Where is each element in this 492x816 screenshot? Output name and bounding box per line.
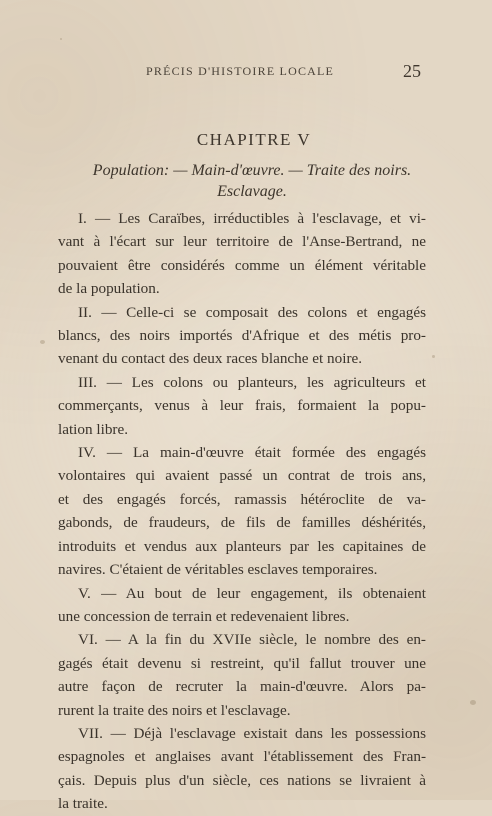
paragraph-5 <box>58 582 426 629</box>
paper-stain <box>432 355 435 358</box>
paper-stain <box>40 340 45 344</box>
page-number: 25 <box>403 61 421 81</box>
paragraph-1 <box>58 207 426 301</box>
chapter-title: CHAPITRE V <box>196 130 312 149</box>
text-line: I. — Les Caraïbes, irréductibles à l'esclavage, et vi- <box>78 210 426 227</box>
paper-stain <box>470 700 476 705</box>
subtitle-line: Population: — Main-d'œuvre. — Traite des noirs. <box>92 162 412 179</box>
text-line: commerçants, venus à leur frais, formaient la popu- <box>58 397 426 415</box>
text-line: gabonds, de fraudeurs, de fils de familles déshérités, <box>58 514 426 532</box>
text-line: gagés était devenu si restreint, qu'il fallut trouver une <box>58 654 426 672</box>
text-line: autre façon de recruter la main-d'œuvre. Alors pa- <box>58 678 426 696</box>
text-line: pouvaient être considérés comme un élément véritable <box>58 256 426 274</box>
paragraph-6 <box>58 628 426 722</box>
text-line: V. — Au bout de leur engagement, ils obtenaient <box>78 584 426 602</box>
text-line: II. — Celle-ci se composait des colons et engagés <box>78 303 426 321</box>
text-line: VI. — A la fin du XVIIe siècle, le nombre des en- <box>78 631 426 649</box>
text-line: introduits et vendus aux planteurs par les capitaines de <box>58 537 426 555</box>
text-line: vant à l'écart sur leur territoire de l'Anse-Bertrand, ne <box>58 233 426 251</box>
text-line: blancs, des noirs importés d'Afrique et des métis pro- <box>58 327 426 345</box>
text-line: venant du contact des deux races blanche et noire. <box>58 350 363 368</box>
running-title: PRÉCIS D'HISTOIRE LOCALE <box>146 64 335 78</box>
subtitle-line: Esclavage. <box>217 183 287 200</box>
text-line: une concession de terrain et redevenaient libres. <box>58 607 350 625</box>
text-line: III. — Les colons ou planteurs, les agriculteurs et <box>78 373 426 391</box>
running-header <box>0 61 492 84</box>
text-line: de la population. <box>58 280 160 298</box>
text-line: volontaires qui avaient passé un contrat de trois ans, <box>58 467 426 485</box>
paragraph-3 <box>58 371 426 441</box>
paragraph-2 <box>58 301 426 371</box>
text-line: espagnoles et anglaises avant l'établissement des Fran- <box>58 748 426 766</box>
text-line: la traite. <box>58 795 108 813</box>
text-line: çais. Depuis plus d'un siècle, ces nations se livraient à <box>58 771 426 789</box>
text-line: navires. C'étaient de véritables esclaves temporaires. <box>58 561 378 579</box>
paragraph-4 <box>58 441 426 581</box>
text-line: IV. — La main-d'œuvre était formée des engagés <box>78 444 426 462</box>
body-text <box>58 207 426 816</box>
paper-stain <box>60 38 62 40</box>
text-line: VII. — Déjà l'esclavage existait dans les possessions <box>78 724 426 742</box>
text-line: rurent la traite des noirs et l'esclavage. <box>58 701 291 719</box>
text-line: et des engagés forcés, ramassis hétéroclite de va- <box>58 490 426 508</box>
text-line: lation libre. <box>58 420 129 438</box>
chapter-subtitle <box>62 160 442 202</box>
paragraph-7 <box>58 722 426 816</box>
